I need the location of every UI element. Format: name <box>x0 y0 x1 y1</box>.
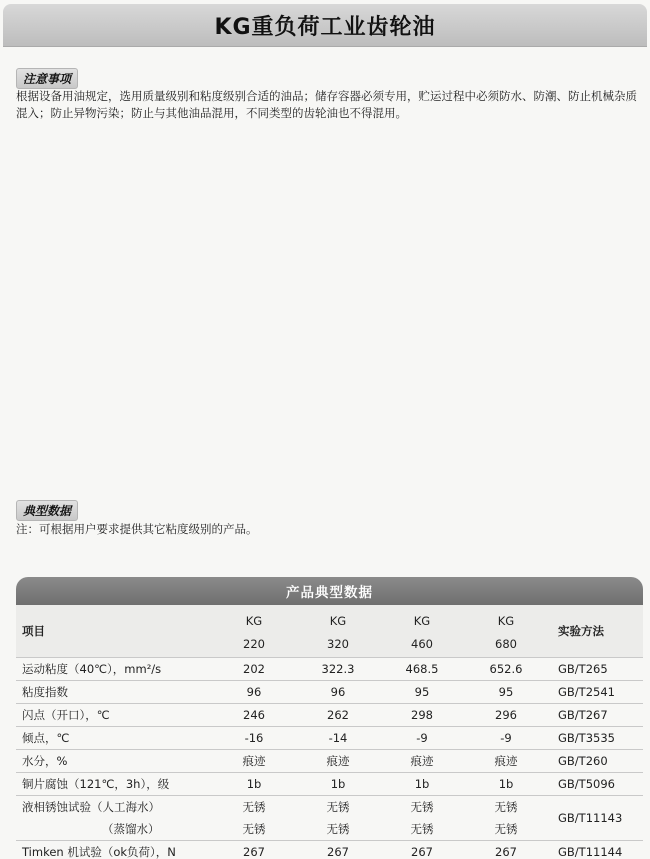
row-value: 1b <box>296 773 380 796</box>
title-bar <box>3 4 647 47</box>
row-value: 262 <box>296 704 380 727</box>
row-value: 202 <box>212 658 296 681</box>
row-value: -9 <box>464 727 548 750</box>
table-header-row <box>16 605 643 658</box>
table-title: 产品典型数据 <box>286 585 373 601</box>
row-method: GB/T260 <box>548 750 643 773</box>
page-title: KG重负荷工业齿轮油 <box>214 14 436 40</box>
table-row <box>16 750 643 773</box>
header-grade: KG 460 <box>380 605 464 658</box>
typical-data-heading: 典型数据 <box>16 500 78 521</box>
row-value: -9 <box>380 727 464 750</box>
row-method: GB/T265 <box>548 658 643 681</box>
row-method: GB/T2541 <box>548 681 643 704</box>
row-value: 无锈 无锈 <box>212 796 296 841</box>
table-row <box>16 681 643 704</box>
row-value: 痕迹 <box>380 750 464 773</box>
header-grade: KG 320 <box>296 605 380 658</box>
header-method: 实验方法 <box>548 605 643 658</box>
row-label: 液相锈蚀试验（人工海水） （蒸馏水） <box>16 796 212 841</box>
row-value: 无锈 无锈 <box>464 796 548 841</box>
row-label: 水分，% <box>16 750 212 773</box>
row-value: 痕迹 <box>296 750 380 773</box>
row-method: GB/T11144 <box>548 841 643 859</box>
row-value: 298 <box>380 704 464 727</box>
row-label: 铜片腐蚀（121℃，3h），级 <box>16 773 212 796</box>
row-label: 闪点（开口），℃ <box>16 704 212 727</box>
row-value: 267 <box>296 841 380 859</box>
row-value: 95 <box>464 681 548 704</box>
table-row <box>16 658 643 681</box>
row-value: 96 <box>212 681 296 704</box>
row-value: 267 <box>380 841 464 859</box>
row-value: 296 <box>464 704 548 727</box>
row-value: 267 <box>212 841 296 859</box>
row-value: 1b <box>464 773 548 796</box>
header-item: 项目 <box>16 605 212 658</box>
notice-text: 根据设备用油规定，选用质量级别和粘度级别合适的油品；储存容器必须专用，贮运过程中必须防水、防潮、防止机械杂质混入；防止异物污染；防止与其他油品混用，不同类型的齿轮油也不得混用。 <box>16 89 637 120</box>
row-value: 无锈 无锈 <box>296 796 380 841</box>
row-value: 267 <box>464 841 548 859</box>
row-method: GB/T3535 <box>548 727 643 750</box>
notice-heading: 注意事项 <box>16 68 78 89</box>
row-value: -14 <box>296 727 380 750</box>
table-title-bar <box>16 577 643 605</box>
row-label: 粘度指数 <box>16 681 212 704</box>
table-row <box>16 704 643 727</box>
row-value: 无锈 无锈 <box>380 796 464 841</box>
row-label: Timken 机试验（ok负荷），N <box>16 841 212 859</box>
header-grade: KG 220 <box>212 605 296 658</box>
row-value: 1b <box>380 773 464 796</box>
row-method: GB/T5096 <box>548 773 643 796</box>
product-data-table <box>16 577 643 859</box>
row-value: 95 <box>380 681 464 704</box>
row-value: 1b <box>212 773 296 796</box>
table-row-timken <box>16 841 643 859</box>
typical-data-note: 注：可根据用户要求提供其它粘度级别的产品。 <box>16 522 258 536</box>
table-row <box>16 773 643 796</box>
row-value: 652.6 <box>464 658 548 681</box>
row-value: 痕迹 <box>464 750 548 773</box>
row-method: GB/T11143 <box>548 796 643 841</box>
data-table <box>16 605 643 859</box>
row-value: 96 <box>296 681 380 704</box>
table-row <box>16 727 643 750</box>
row-label: 运动粘度（40℃），mm²/s <box>16 658 212 681</box>
header-grade: KG 680 <box>464 605 548 658</box>
row-value: 322.3 <box>296 658 380 681</box>
row-value: 468.5 <box>380 658 464 681</box>
table-row-rust <box>16 796 643 841</box>
row-method: GB/T267 <box>548 704 643 727</box>
row-value: 246 <box>212 704 296 727</box>
row-value: 痕迹 <box>212 750 296 773</box>
row-value: -16 <box>212 727 296 750</box>
row-label: 倾点，℃ <box>16 727 212 750</box>
